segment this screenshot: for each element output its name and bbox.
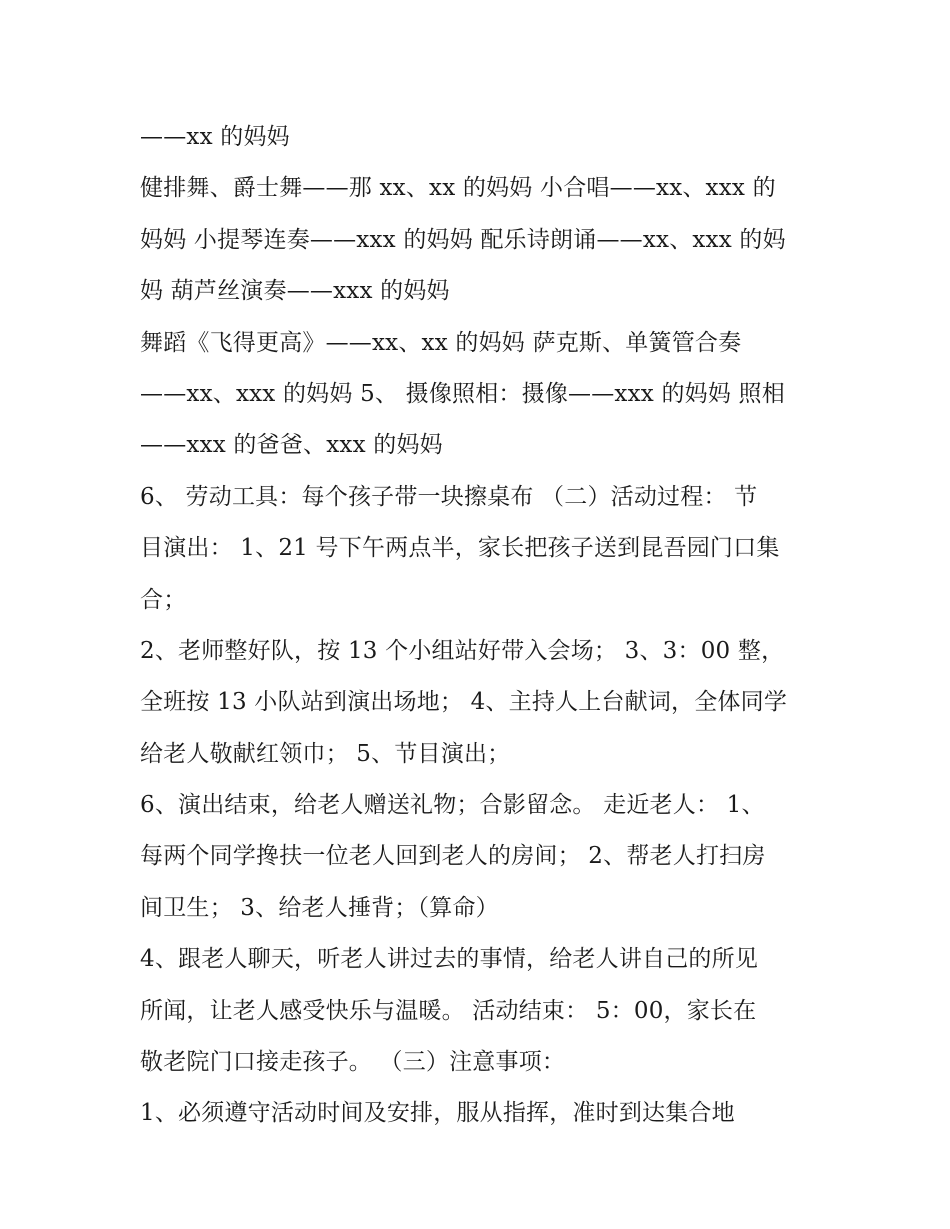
text-line: ——xx 的妈妈	[140, 124, 290, 150]
text-line: 1、必须遵守活动时间及安排，服从指挥，准时到达集合地	[140, 1100, 735, 1127]
document-body	[140, 112, 830, 1140]
text-line: 敬老院门口接走孩子。 （三）注意事项：	[140, 1049, 566, 1076]
text-line: 合；	[140, 586, 187, 613]
text-line: 目演出： 1、21 号下午两点半，家长把孩子送到昆吾园门口集	[140, 535, 780, 562]
text-line: 间卫生； 3、给老人捶背；（算命）	[140, 894, 499, 921]
text-line: 妈妈 小提琴连奏——xxx 的妈妈 配乐诗朗诵——xx、xxx 的妈	[140, 226, 786, 253]
text-line: 给老人敬献红领巾； 5、节目演出；	[140, 740, 511, 767]
text-line: 妈 葫芦丝演奏——xxx 的妈妈	[140, 278, 450, 305]
text-line: 健排舞、爵士舞——那 xx、xx 的妈妈 小合唱——xx、xxx 的	[140, 175, 776, 202]
text-line: 所闻，让老人感受快乐与温暖。 活动结束： 5：00，家长在	[140, 997, 757, 1024]
text-line: 全班按 13 小队站到演出场地； 4、主持人上台献词，全体同学	[140, 689, 788, 716]
text-line: 6、演出结束，给老人赠送礼物；合影留念。 走近老人： 1、	[140, 792, 765, 819]
text-line: ——xx、xxx 的妈妈 5、 摄像照相：摄像——xxx 的妈妈 照相	[140, 380, 785, 407]
text-line: ——xxx 的爸爸、xxx 的妈妈	[140, 432, 443, 459]
text-line: 6、 劳动工具：每个孩子带一块擦桌布 （二）活动过程： 节	[140, 483, 758, 510]
text-line: 4、跟老人聊天，听老人讲过去的事情，给老人讲自己的所见	[140, 946, 759, 973]
text-line: 每两个同学搀扶一位老人回到老人的房间； 2、帮老人打扫房	[140, 843, 766, 870]
text-line: 2、老师整好队，按 13 个小组站好带入会场； 3、3：00 整，	[140, 637, 785, 664]
text-line: 舞蹈《飞得更高》——xx、xx 的妈妈 萨克斯、单簧管合奏	[140, 329, 742, 356]
